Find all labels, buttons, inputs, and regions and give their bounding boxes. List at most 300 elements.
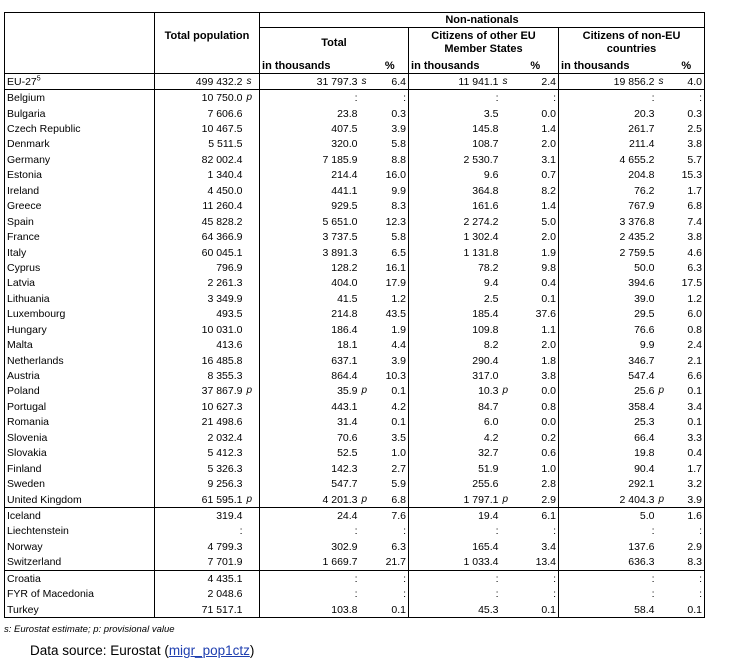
country-label: Austria (7, 370, 40, 383)
population-flag-cell (245, 508, 260, 524)
non-eu-flag-cell (657, 430, 669, 445)
eu-value-cell: 255.6 (472, 478, 499, 491)
population-cell: 5 326.3 (207, 462, 243, 475)
population-table (4, 12, 705, 618)
population-flag-cell (245, 539, 260, 554)
eu-flag-cell (501, 602, 513, 618)
population-cell: 21 498.6 (201, 416, 243, 429)
population-cell: 5 511.5 (208, 138, 243, 151)
population-flag-cell: s (245, 74, 260, 90)
non-eu-flag-cell (657, 214, 669, 229)
population-flag-cell (245, 602, 260, 618)
eu-flag-cell (501, 106, 513, 121)
population-flag-cell (245, 214, 260, 229)
country-label: Bulgaria (7, 107, 46, 120)
population-cell: 493.5 (216, 308, 243, 321)
country-label: Croatia (7, 572, 41, 585)
source-suffix: ) (249, 643, 255, 658)
total-flag-cell (360, 229, 372, 244)
total-flag-cell: p (361, 385, 368, 397)
eu-value-cell: 11 941.1 (409, 74, 501, 90)
total-flag-cell (360, 199, 372, 214)
eu-value-cell: 19.4 (409, 508, 501, 524)
total-value-cell: 103.8 (260, 602, 360, 618)
footnote: s: Eurostat estimate; p: provisional value (4, 624, 175, 635)
header-non-nationals: Non-nationals (260, 13, 705, 28)
header-citizens-eu: Citizens of other EU Member States (409, 28, 559, 59)
table-row (5, 199, 705, 214)
eu-value-cell: 161.6 (472, 200, 499, 213)
table-row (5, 168, 705, 183)
non-eu-value-cell: 19 856.2 (559, 74, 657, 90)
table-row (5, 539, 705, 554)
country-cell (5, 430, 155, 445)
country-label: Switzerland (7, 556, 62, 569)
data-source (30, 643, 254, 658)
total-value-cell: 5 651.0 (322, 215, 358, 228)
total-flag-cell (360, 322, 372, 337)
eu-value-cell: 165.4 (472, 540, 499, 553)
country-cell (5, 152, 155, 167)
non-eu-flag-cell (657, 368, 669, 383)
population-flag-cell (245, 307, 260, 322)
eu-flag-cell (501, 368, 513, 383)
eu-value-cell: 4.2 (483, 431, 499, 444)
total-value-cell: 214.4 (331, 169, 358, 182)
non-eu-value-cell: 636.3 (628, 556, 655, 569)
total-pct-cell: 8.8 (372, 152, 409, 167)
eu-flag-cell (501, 137, 513, 152)
eu-flag-cell (501, 337, 513, 352)
total-pct-cell: 5.8 (372, 137, 409, 152)
total-value-cell: 128.2 (331, 261, 358, 274)
total-pct-cell: 3.5 (372, 430, 409, 445)
non-eu-pct-cell: 6.8 (669, 199, 705, 214)
table-row (5, 322, 705, 337)
non-eu-flag-cell (657, 399, 669, 414)
total-flag-cell (360, 152, 372, 167)
population-flag-cell (245, 524, 260, 539)
eu-flag-cell (501, 476, 513, 491)
total-flag-cell (360, 602, 372, 618)
table-row (5, 229, 705, 244)
population-cell: 7 701.9 (207, 556, 243, 569)
non-eu-value-cell: 547.4 (628, 370, 655, 383)
eu-flag-cell (501, 322, 513, 337)
non-eu-pct-cell: : (669, 586, 705, 601)
population-flag-cell (245, 245, 260, 260)
eu-pct-cell: 13.4 (513, 555, 559, 571)
eu-flag-cell (501, 229, 513, 244)
non-eu-value-cell: 90.4 (634, 462, 655, 475)
population-flag-cell (245, 137, 260, 152)
table-row (5, 260, 705, 275)
eu-pct-cell: 0.8 (513, 399, 559, 414)
non-eu-value-cell: 358.4 (628, 400, 655, 413)
population-cell: 7 606.6 (207, 107, 243, 120)
table-row (5, 430, 705, 445)
non-eu-flag-cell (657, 476, 669, 491)
table-row (5, 137, 705, 152)
header-non-eu-pct: % (669, 58, 705, 74)
source-prefix: Data source: Eurostat ( (30, 643, 169, 658)
table-row (5, 152, 705, 167)
eu-flag-cell: p (502, 493, 509, 505)
non-eu-flag-cell (657, 152, 669, 167)
total-value-cell: 3 891.3 (322, 246, 358, 259)
non-eu-value-cell: 20.3 (634, 107, 655, 120)
table-row (5, 415, 705, 430)
total-value-cell: 31 797.3 (260, 74, 360, 90)
population-flag-cell (245, 476, 260, 491)
non-eu-flag-cell (657, 199, 669, 214)
population-cell: 11 260.4 (202, 200, 243, 213)
total-pct-cell: 17.9 (372, 276, 409, 291)
non-eu-flag-cell (657, 245, 669, 260)
population-cell: 4 799.3 (207, 540, 243, 553)
eu-value-cell: 6.0 (483, 416, 499, 429)
non-eu-flag-cell: p (658, 493, 665, 505)
country-label: Cyprus (7, 261, 41, 274)
country-label: Luxembourg (7, 308, 66, 321)
total-value-cell: 3 737.5 (322, 231, 358, 244)
non-eu-flag-cell (657, 229, 669, 244)
total-pct-cell: 0.1 (372, 602, 409, 618)
population-flag-cell (245, 199, 260, 214)
table-row (5, 121, 705, 136)
total-value-cell: 864.4 (331, 370, 358, 383)
eu-flag-cell (501, 214, 513, 229)
non-eu-value-cell: : (559, 571, 657, 587)
country-label: Poland (7, 385, 40, 398)
country-cell (5, 214, 155, 229)
table-row (5, 476, 705, 491)
total-flag-cell (360, 168, 372, 183)
non-eu-flag-cell (657, 137, 669, 152)
eu-value-cell: 3.5 (483, 107, 499, 120)
country-label: Liechtenstein (7, 525, 69, 538)
table-row (5, 586, 705, 601)
table-row (5, 214, 705, 229)
eu-pct-cell: 3.8 (513, 368, 559, 383)
population-flag-cell (245, 353, 260, 368)
eu-value-cell: 2.5 (483, 292, 499, 305)
population-flag-cell (245, 260, 260, 275)
total-pct-cell: 1.9 (372, 322, 409, 337)
population-cell: 2 048.6 (207, 588, 243, 601)
total-flag-cell (360, 137, 372, 152)
non-eu-value-cell: 39.0 (634, 292, 655, 305)
total-flag-cell (360, 461, 372, 476)
non-eu-flag-cell (657, 168, 669, 183)
table-row (5, 492, 705, 508)
non-eu-pct-cell: 1.7 (669, 461, 705, 476)
header-non-eu-thousands: in thousands (561, 59, 630, 72)
non-eu-flag-cell (657, 508, 669, 524)
non-eu-pct-cell: 0.4 (669, 446, 705, 461)
non-eu-value-cell: 50.0 (634, 261, 655, 274)
country-cell (5, 245, 155, 260)
country-cell (5, 168, 155, 183)
table-row (5, 399, 705, 414)
country-cell (5, 260, 155, 275)
country-cell (5, 476, 155, 491)
total-value-cell: 70.6 (337, 431, 358, 444)
total-flag-cell (360, 353, 372, 368)
total-value-cell: 407.5 (331, 123, 358, 136)
non-eu-pct-cell: : (669, 90, 705, 106)
header-total-thousands: in thousands (262, 59, 331, 72)
population-cell: 3 349.9 (207, 292, 243, 305)
non-eu-flag-cell (657, 524, 669, 539)
non-eu-pct-cell: 3.9 (669, 492, 705, 508)
non-eu-value-cell: 9.9 (639, 339, 655, 352)
total-value-cell: 929.5 (331, 200, 358, 213)
total-pct-cell: 3.9 (372, 121, 409, 136)
total-flag-cell (360, 183, 372, 198)
country-cell (5, 446, 155, 461)
eu-flag-cell (501, 461, 513, 476)
country-footnote-mark: 5 (36, 75, 41, 83)
country-cell (5, 602, 155, 618)
non-eu-pct-cell: 0.1 (669, 384, 705, 399)
total-pct-cell: 16.1 (372, 260, 409, 275)
table-row (5, 90, 705, 106)
total-value-cell: 320.0 (331, 138, 358, 151)
population-cell: 71 517.1 (155, 602, 245, 618)
eu-flag-cell (501, 291, 513, 306)
non-eu-flag-cell (657, 106, 669, 121)
country-label: Estonia (7, 169, 43, 182)
table-row (5, 307, 705, 322)
non-eu-pct-cell: 3.2 (669, 476, 705, 491)
header-eu-thousands: in thousands (411, 59, 480, 72)
total-pct-cell: 21.7 (372, 555, 409, 571)
total-value-cell: 41.5 (337, 292, 358, 305)
population-flag-cell (245, 461, 260, 476)
source-link[interactable]: migr_pop1ctz (168, 643, 250, 658)
total-pct-cell: 12.3 (372, 214, 409, 229)
population-flag-cell: p (245, 90, 260, 106)
eu-flag-cell (501, 260, 513, 275)
non-eu-pct-cell: 6.6 (669, 368, 705, 383)
non-eu-value-cell: 5.0 (559, 508, 657, 524)
country-cell (5, 586, 155, 601)
eu-flag-cell (501, 430, 513, 445)
population-flag-cell: p (245, 384, 260, 399)
eu-pct-cell: 2.4 (513, 74, 559, 90)
total-flag-cell (360, 337, 372, 352)
non-eu-flag-cell (657, 539, 669, 554)
population-cell: 60 045.1 (201, 246, 243, 259)
non-eu-pct-cell: 6.0 (669, 307, 705, 322)
total-flag-cell (360, 106, 372, 121)
header-blank (5, 13, 155, 59)
non-eu-pct-cell: 3.4 (669, 399, 705, 414)
total-flag-cell (360, 555, 372, 571)
table-row (5, 602, 705, 618)
non-eu-value-cell: 25.6 (634, 385, 655, 398)
total-value-cell: 52.5 (337, 447, 358, 460)
total-pct-cell: : (372, 571, 409, 587)
eu-flag-cell (501, 168, 513, 183)
eu-flag-cell (501, 555, 513, 571)
non-eu-flag-cell (657, 571, 669, 587)
total-pct-cell: : (372, 90, 409, 106)
total-pct-cell: 4.2 (372, 399, 409, 414)
eu-value-cell: 364.8 (472, 184, 499, 197)
country-cell (5, 461, 155, 476)
total-flag-cell (360, 399, 372, 414)
total-value-cell: : (354, 588, 358, 601)
country-label: Slovenia (7, 431, 48, 444)
population-flag-cell (245, 337, 260, 352)
eu-pct-cell: 1.8 (513, 353, 559, 368)
non-eu-pct-cell: 3.8 (669, 137, 705, 152)
total-flag-cell (360, 214, 372, 229)
non-eu-flag-cell (657, 353, 669, 368)
country-label: Malta (7, 339, 33, 352)
non-eu-pct-cell: 2.5 (669, 121, 705, 136)
eu-value-cell: 78.2 (478, 261, 499, 274)
table-row (5, 508, 705, 524)
non-eu-pct-cell: 2.9 (669, 539, 705, 554)
country-cell (5, 415, 155, 430)
eu-flag-cell (501, 276, 513, 291)
non-eu-value-cell: 346.7 (628, 354, 655, 367)
country-label: Spain (7, 215, 34, 228)
non-eu-value-cell: 204.8 (628, 169, 655, 182)
eu-pct-cell: 5.0 (513, 214, 559, 229)
non-eu-value-cell: 292.1 (628, 478, 655, 491)
eu-pct-cell: 1.4 (513, 199, 559, 214)
eu-flag-cell: s (501, 74, 513, 90)
population-cell: 2 032.4 (207, 431, 243, 444)
population-flag-cell (245, 571, 260, 587)
eu-pct-cell: 0.7 (513, 168, 559, 183)
eu-flag-cell (501, 399, 513, 414)
eu-flag-cell (501, 508, 513, 524)
non-eu-value-cell: 25.3 (634, 416, 655, 429)
population-flag-cell (245, 322, 260, 337)
total-flag-cell (360, 415, 372, 430)
population-cell: 4 450.0 (207, 184, 243, 197)
non-eu-flag-cell (657, 415, 669, 430)
total-flag-cell (360, 446, 372, 461)
eu-value-cell: 1 131.8 (463, 246, 499, 259)
eu-value-cell: 2 274.2 (463, 215, 499, 228)
eu-flag-cell (501, 183, 513, 198)
non-eu-pct-cell: : (669, 524, 705, 539)
eu-value-cell: 290.4 (472, 354, 499, 367)
table-row (5, 446, 705, 461)
total-flag-cell (360, 307, 372, 322)
eu-value-cell: 317.0 (472, 370, 499, 383)
eu-pct-cell: 3.1 (513, 152, 559, 167)
country-label: Sweden (7, 478, 45, 491)
table-body (5, 74, 705, 618)
total-value-cell: 31.4 (337, 416, 358, 429)
non-eu-pct-cell: 1.2 (669, 291, 705, 306)
eu-value-cell: 45.3 (409, 602, 501, 618)
eu-pct-cell: 0.0 (513, 106, 559, 121)
eu-value-cell: 2 530.7 (463, 153, 499, 166)
non-eu-value-cell: 66.4 (634, 431, 655, 444)
eu-pct-cell: 2.0 (513, 229, 559, 244)
total-pct-cell: 3.9 (372, 353, 409, 368)
population-cell: 9 256.3 (207, 478, 243, 491)
eu-pct-cell: 8.2 (513, 183, 559, 198)
header-blank-pop-sub (155, 58, 260, 74)
country-cell (5, 337, 155, 352)
eu-pct-cell: 9.8 (513, 260, 559, 275)
country-cell (5, 571, 155, 587)
non-eu-pct-cell: 6.3 (669, 260, 705, 275)
header-total-pct: % (372, 58, 409, 74)
population-cell: 319.4 (155, 508, 245, 524)
table-row (5, 276, 705, 291)
eu-value-cell: 10.3 (478, 385, 499, 398)
header-total-population: Total population (155, 13, 260, 59)
total-value-cell: 302.9 (331, 540, 358, 553)
total-value-cell: 214.8 (331, 308, 358, 321)
total-flag-cell (360, 90, 372, 106)
country-cell (5, 199, 155, 214)
population-cell: 499 432.2 (155, 74, 245, 90)
total-flag-cell (360, 245, 372, 260)
total-pct-cell: 6.4 (372, 74, 409, 90)
population-flag-cell: p (245, 492, 260, 508)
eu-pct-cell: 37.6 (513, 307, 559, 322)
total-value-cell: : (260, 90, 360, 106)
total-flag-cell (360, 291, 372, 306)
country-label: EU-27 (7, 75, 37, 88)
non-eu-pct-cell: 4.6 (669, 245, 705, 260)
total-pct-cell: 2.7 (372, 461, 409, 476)
population-flag-cell (245, 555, 260, 571)
eu-pct-cell: 6.1 (513, 508, 559, 524)
table-row (5, 183, 705, 198)
total-pct-cell: 1.0 (372, 446, 409, 461)
non-eu-pct-cell: 3.3 (669, 430, 705, 445)
eu-value-cell: : (409, 90, 501, 106)
table-row (5, 384, 705, 399)
country-label: Finland (7, 462, 42, 475)
population-cell: 2 261.3 (207, 277, 243, 290)
eu-value-cell: 1 033.4 (463, 556, 499, 569)
country-label: Greece (7, 200, 42, 213)
country-cell (5, 121, 155, 136)
eu-flag-cell (501, 446, 513, 461)
total-pct-cell: 6.5 (372, 245, 409, 260)
eu-value-cell: 32.7 (478, 447, 499, 460)
population-cell: 5 412.3 (207, 447, 243, 460)
header-citizens-non-eu: Citizens of non-EU countries (559, 28, 705, 59)
non-eu-value-cell: 767.9 (628, 200, 655, 213)
table-header (5, 13, 705, 74)
eu-flag-cell (501, 353, 513, 368)
non-eu-pct-cell: 7.4 (669, 214, 705, 229)
non-eu-value-cell: 3 376.8 (619, 215, 655, 228)
non-eu-flag-cell (657, 461, 669, 476)
country-label: Turkey (7, 603, 39, 616)
eu-flag-cell (501, 539, 513, 554)
eu-value-cell: 9.4 (483, 277, 499, 290)
country-cell (5, 74, 155, 90)
eu-value-cell: : (495, 525, 499, 538)
population-cell: 10 467.5 (201, 123, 243, 136)
country-label: FYR of Macedonia (7, 588, 94, 601)
